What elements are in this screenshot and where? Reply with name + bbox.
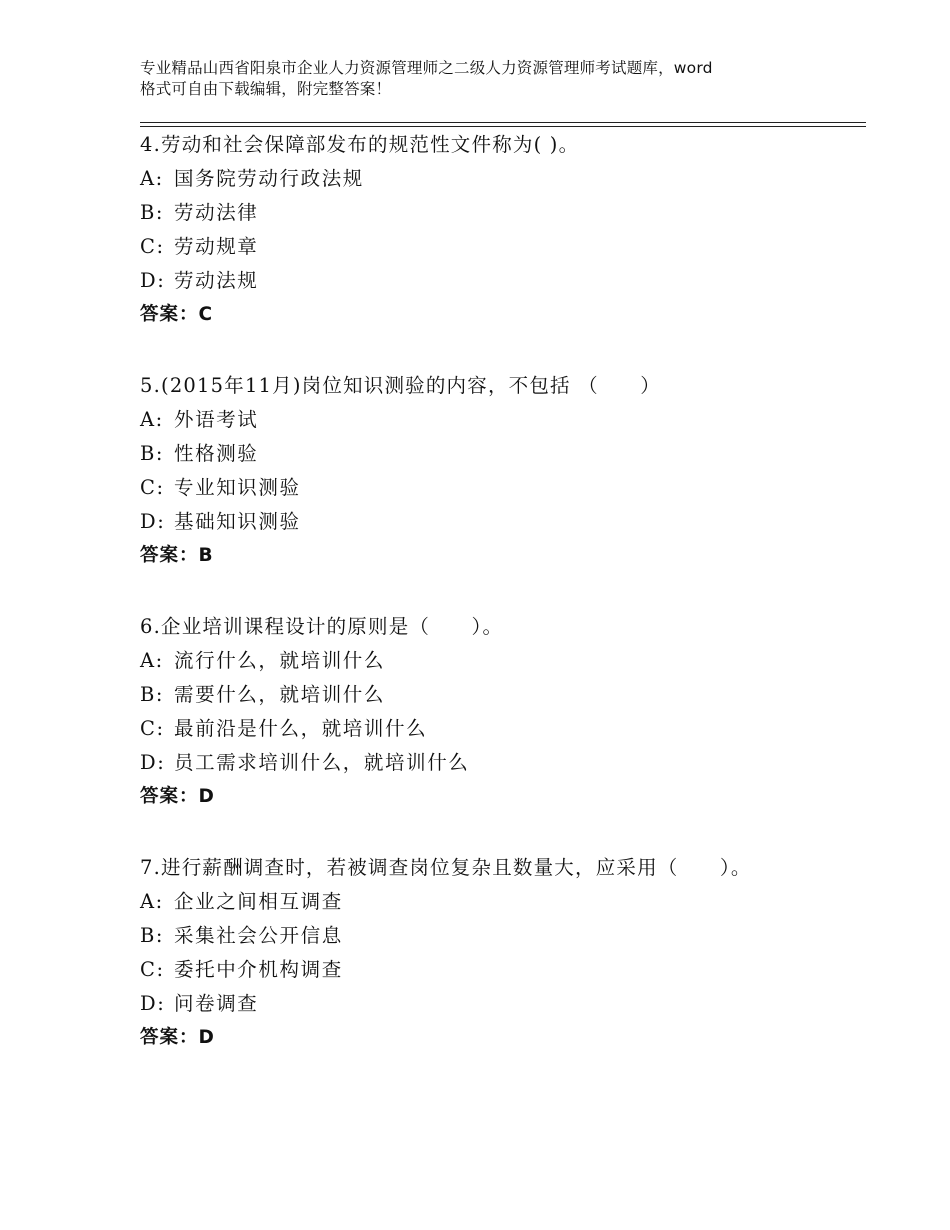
option-b: [140, 919, 866, 953]
option-letter: D:: [140, 751, 166, 774]
question-spacer: [140, 332, 866, 369]
option-letter: C:: [140, 717, 165, 740]
option-letter: A:: [140, 167, 164, 190]
question-item: [140, 128, 866, 332]
option-text: 需要什么，就培训什么: [174, 683, 386, 706]
option-text: 委托中介机构调查: [174, 958, 343, 981]
option-b: [140, 196, 866, 230]
answer-line: 答案：B: [140, 545, 214, 566]
option-letter: C:: [140, 958, 165, 981]
option-letter: C:: [140, 476, 165, 499]
option-letter: C:: [140, 235, 165, 258]
option-text: 劳动规章: [174, 235, 259, 258]
option-c: [140, 230, 866, 264]
option-a: [140, 644, 866, 678]
option-text: 劳动法律: [174, 201, 259, 224]
question-stem: 7.进行薪酬调查时，若被调查岗位复杂且数量大，应采用（ ）。: [140, 856, 752, 879]
option-text: 劳动法规: [174, 269, 259, 292]
question-spacer: [140, 573, 866, 610]
option-text: 问卷调查: [174, 992, 259, 1015]
option-d: [140, 264, 866, 298]
option-letter: A:: [140, 408, 164, 431]
option-letter: A:: [140, 649, 164, 672]
option-c: [140, 471, 866, 505]
header-divider-bottom: [140, 126, 866, 127]
option-d: [140, 746, 866, 780]
question-item: [140, 369, 866, 573]
answer-line: 答案：D: [140, 786, 215, 807]
option-c: [140, 712, 866, 746]
question-spacer: [140, 814, 866, 851]
question-stem: 4.劳动和社会保障部发布的规范性文件称为( )。: [140, 133, 580, 156]
option-a: [140, 403, 866, 437]
option-letter: A:: [140, 890, 164, 913]
option-d: [140, 505, 866, 539]
option-d: [140, 987, 866, 1021]
option-text: 流行什么，就培训什么: [174, 649, 386, 672]
option-b: [140, 437, 866, 471]
question-stem: 5.(2015年11月)岗位知识测验的内容，不包括 （ ）: [140, 374, 661, 397]
option-a: [140, 885, 866, 919]
header-line-2: 格式可自由下载编辑，附完整答案！: [140, 80, 392, 98]
option-letter: D:: [140, 992, 166, 1015]
option-a: [140, 162, 866, 196]
document-header: [140, 58, 840, 100]
answer-line: 答案：D: [140, 1027, 215, 1048]
option-c: [140, 953, 866, 987]
option-letter: D:: [140, 269, 166, 292]
answer-line: 答案：C: [140, 304, 214, 325]
option-text: 外语考试: [174, 408, 259, 431]
option-text: 采集社会公开信息: [174, 924, 343, 947]
option-letter: B:: [140, 442, 165, 465]
option-text: 企业之间相互调查: [174, 890, 343, 913]
question-item: [140, 610, 866, 814]
header-line-1: 专业精品山西省阳泉市企业人力资源管理师之二级人力资源管理师考试题库，word: [140, 59, 713, 77]
option-letter: B:: [140, 924, 165, 947]
header-divider-top: [140, 122, 866, 123]
option-letter: B:: [140, 201, 165, 224]
question-list: [140, 128, 866, 1055]
option-text: 员工需求培训什么，就培训什么: [174, 751, 470, 774]
option-text: 性格测验: [174, 442, 259, 465]
option-text: 基础知识测验: [174, 510, 301, 533]
option-text: 最前沿是什么，就培训什么: [174, 717, 428, 740]
question-item: [140, 851, 866, 1055]
option-letter: D:: [140, 510, 166, 533]
option-text: 国务院劳动行政法规: [174, 167, 364, 190]
option-b: [140, 678, 866, 712]
option-letter: B:: [140, 683, 165, 706]
option-text: 专业知识测验: [174, 476, 301, 499]
question-stem: 6.企业培训课程设计的原则是（ ）。: [140, 615, 504, 638]
